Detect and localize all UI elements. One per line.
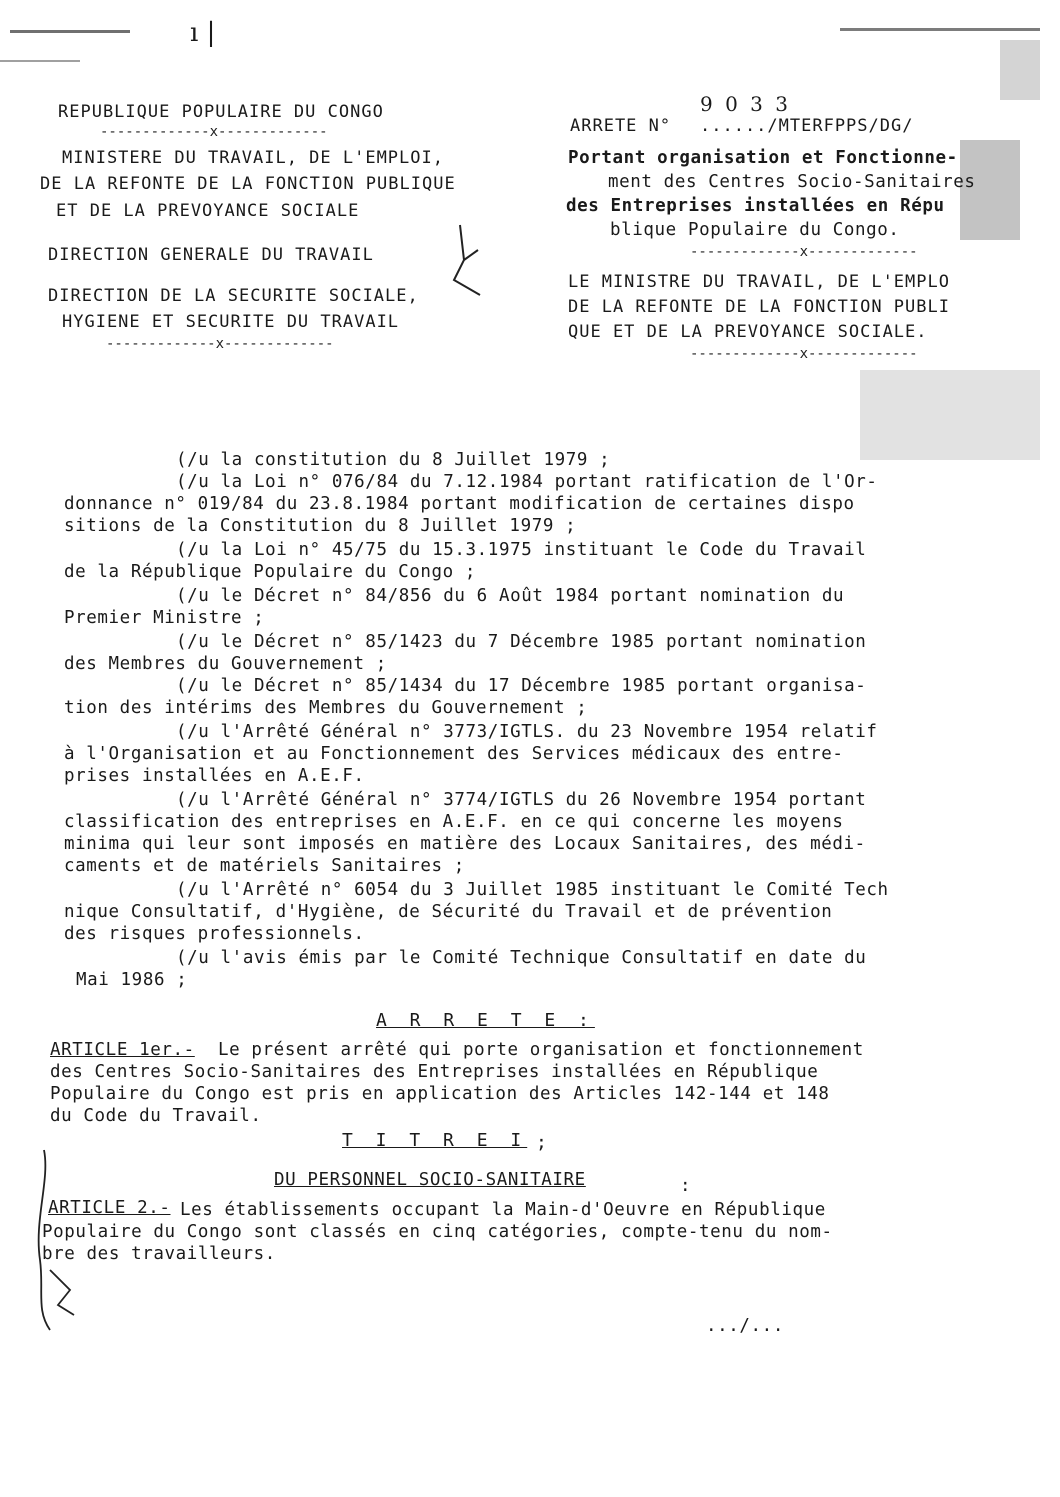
visa-line: à l'Organisation et au Fonctionnement des Services médicaux des entre- xyxy=(64,744,844,764)
section-heading: DU PERSONNEL SOCIO-SANITAIRE xyxy=(274,1170,586,1190)
arrete-number-handwritten: 9 0 3 3 xyxy=(700,92,791,116)
visa-line: Premier Ministre ; xyxy=(64,608,265,628)
visa-line: de la République Populaire du Congo ; xyxy=(64,562,477,582)
visa-line: caments et de matériels Sanitaires ; xyxy=(64,856,465,876)
minister-line: LE MINISTRE DU TRAVAIL, DE L'EMPLO xyxy=(568,272,950,292)
visa-line: des risques professionnels. xyxy=(64,924,365,944)
visa-line: nique Consultatif, d'Hygiène, de Sécurité du Travail et de prévention xyxy=(64,902,833,922)
minister-line: QUE ET DE LA PREVOYANCE SOCIALE. xyxy=(568,322,928,342)
visa-line: (/u la Loi n° 076/84 du 7.12.1984 portant ratification de l'Or- xyxy=(176,472,878,492)
scan-noise xyxy=(1000,40,1040,100)
direction-line: HYGIENE ET SECURITE DU TRAVAIL xyxy=(62,312,400,332)
margin-mark: ı | xyxy=(190,18,216,48)
minister-line: DE LA REFONTE DE LA FONCTION PUBLI xyxy=(568,297,950,317)
visa-line: (/u le Décret n° 84/856 du 6 Août 1984 portant nomination du xyxy=(176,586,845,606)
arrete-reference: ....../MTERFPPS/DG/ xyxy=(700,116,914,136)
handwritten-mark-icon xyxy=(450,220,490,300)
arrete-heading: A R R E T E : xyxy=(376,1010,595,1031)
subject-line: des Entreprises installées en Répu xyxy=(566,196,945,216)
visa-line: prises installées en A.E.F. xyxy=(64,766,365,786)
ministry-line: ET DE LA PREVOYANCE SOCIALE xyxy=(56,201,360,221)
handwritten-initials-icon xyxy=(30,1140,90,1340)
page-continuation: .../... xyxy=(706,1316,784,1336)
visa-line: Mai 1986 ; xyxy=(76,970,188,990)
visa-line: classification des entreprises en A.E.F. en ce qui concerne les moyens xyxy=(64,812,844,832)
visa-line: (/u la Loi n° 45/75 du 15.3.1975 instituant le Code du Travail xyxy=(176,540,867,560)
direction-line: DIRECTION DE LA SECURITE SOCIALE, xyxy=(48,286,419,306)
ministry-line: MINISTERE DU TRAVAIL, DE L'EMPLOI, xyxy=(62,148,444,168)
scan-noise xyxy=(860,370,1040,460)
republic-name: REPUBLIQUE POPULAIRE DU CONGO xyxy=(58,102,384,122)
divider: -------------x------------- xyxy=(690,346,918,362)
visa-line: (/u l'avis émis par le Comité Technique Consultatif en date du xyxy=(176,948,867,968)
divider: -------------x------------- xyxy=(106,336,334,352)
visa-line: (/u l'Arrêté Général n° 3774/IGTLS du 26 Novembre 1954 portant xyxy=(176,790,867,810)
article-1-text: Populaire du Congo est pris en application des Articles 142-144 et 148 xyxy=(50,1084,830,1104)
visa-line: minima qui leur sont imposés en matière des Locaux Sanitaires, des médi- xyxy=(64,834,866,854)
arrete-label: ARRETE N° xyxy=(570,116,672,136)
visa-line: (/u l'Arrêté Général n° 3773/IGTLS. du 23 Novembre 1954 relatif xyxy=(176,722,878,742)
titre-heading: T I T R E I xyxy=(342,1130,528,1151)
scan-noise xyxy=(840,28,1040,31)
visa-line: (/u la constitution du 8 Juillet 1979 ; xyxy=(176,450,611,470)
visa-line: (/u le Décret n° 85/1423 du 7 Décembre 1985 portant nomination xyxy=(176,632,867,652)
visa-line: (/u l'Arrêté n° 6054 du 3 Juillet 1985 instituant le Comité Tech xyxy=(176,880,889,900)
visa-line: tion des intérims des Membres du Gouvernement ; xyxy=(64,698,588,718)
section-heading-suffix: : xyxy=(680,1176,692,1196)
direction-generale: DIRECTION GENERALE DU TRAVAIL xyxy=(48,245,374,265)
article-1-label: ARTICLE 1er.- xyxy=(50,1040,195,1060)
article-2-label: ARTICLE 2.- xyxy=(48,1198,171,1218)
scan-noise xyxy=(0,60,80,62)
article-1-text: des Centres Socio-Sanitaires des Entreprises installées en République xyxy=(50,1062,819,1082)
scan-noise xyxy=(10,30,130,33)
titre-suffix: ; xyxy=(536,1132,553,1153)
article-2-text: bre des travailleurs. xyxy=(42,1244,276,1264)
subject-line: blique Populaire du Congo. xyxy=(610,220,900,240)
article-2-text: Les établissements occupant la Main-d'Oeuvre en République xyxy=(180,1200,826,1220)
divider: -------------x------------- xyxy=(690,244,918,260)
article-1-text: du Code du Travail. xyxy=(50,1106,262,1126)
visa-line: des Membres du Gouvernement ; xyxy=(64,654,387,674)
visa-line: (/u le Décret n° 85/1434 du 17 Décembre 1985 portant organisa- xyxy=(176,676,867,696)
divider: -------------x------------- xyxy=(100,124,328,140)
article-1-text: Le présent arrêté qui porte organisation et fonctionnement xyxy=(218,1040,864,1060)
subject-line: Portant organisation et Fonctionne- xyxy=(568,148,958,168)
article-2-text: Populaire du Congo sont classés en cinq catégories, compte-tenu du nom- xyxy=(42,1222,833,1242)
visa-line: sitions de la Constitution du 8 Juillet 1979 ; xyxy=(64,516,577,536)
visa-line: donnance n° 019/84 du 23.8.1984 portant modification de certaines dispo xyxy=(64,494,855,514)
subject-line: ment des Centres Socio-Sanitaires xyxy=(608,172,976,192)
ministry-line: DE LA REFONTE DE LA FONCTION PUBLIQUE xyxy=(40,174,456,194)
